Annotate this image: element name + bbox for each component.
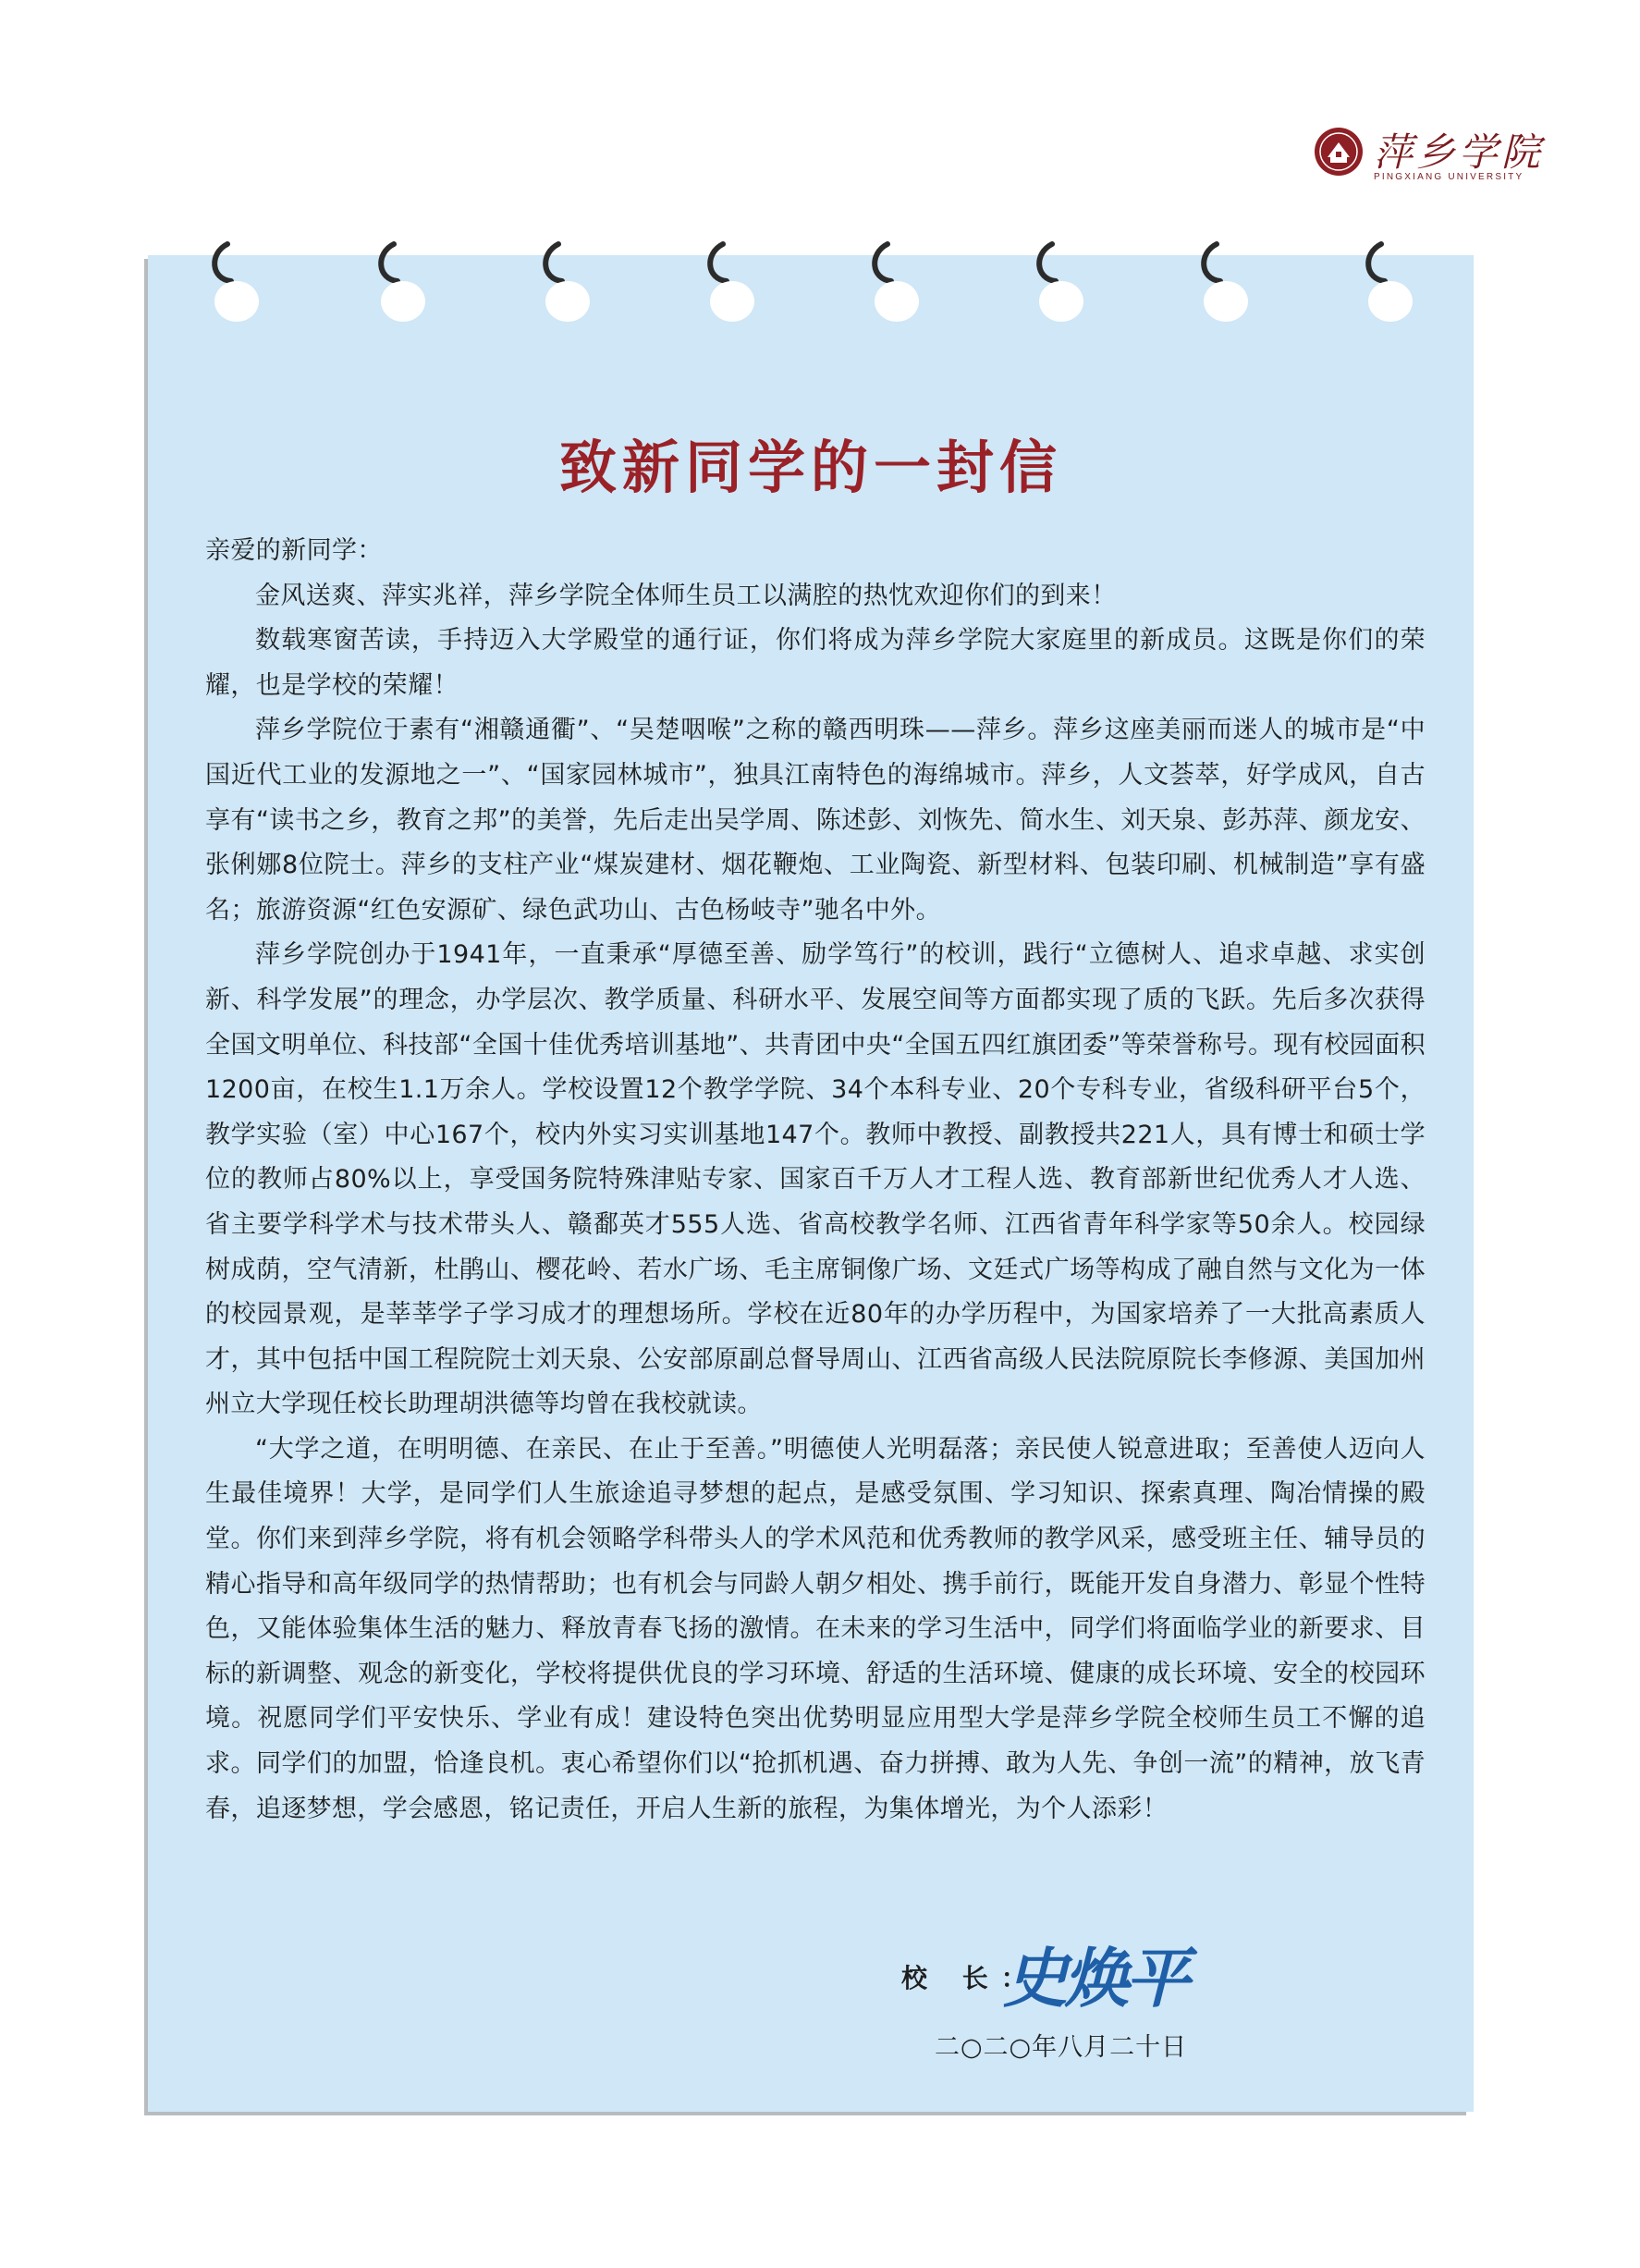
ring-hole-2 bbox=[381, 244, 425, 322]
letter-title: 致新同学的一封信 bbox=[558, 434, 1062, 501]
letter-paragraph-3: 萍乡学院位于素有“湘赣通衢”、“吴楚咽喉”之称的赣西明珠——萍乡。萍乡这座美丽而迷人的城市是“中国近代工业的发源地之一”、“国家园林城市”，独具江南特色的海绵城市。萍乡，人文荟萃，好学成风，自古享有“读书之乡，教育之邦”的美誉，先后走出吴学周、陈述彭、刘恢先、简水生、刘天泉、彭苏萍、颜龙安、张俐娜8位院士。萍乡的支柱产业“煤炭建材、烟花鞭炮、工业陶瓷、新型材料、包装印刷、机械制造”享有盛名；旅游资源“红色安源矿、绿色武功山、古色杨岐寺”驰名中外。 bbox=[205, 716, 1426, 925]
ring-hole-3 bbox=[545, 244, 590, 322]
notebook-rings bbox=[148, 237, 1474, 348]
letter-body bbox=[205, 529, 1426, 1832]
ring-hole-7 bbox=[1204, 244, 1248, 322]
letter-paragraph-1: 金风送爽、萍实兆祥，萍乡学院全体师生员工以满腔的热忱欢迎你们的到来！ bbox=[255, 581, 1117, 610]
signature-block bbox=[901, 1931, 1317, 2069]
president-label: 校 长： bbox=[901, 1963, 1040, 1993]
university-english-name: PINGXIANG UNIVERSITY bbox=[1374, 172, 1524, 182]
president-signature bbox=[997, 1931, 1219, 2023]
university-logo bbox=[1313, 122, 1544, 189]
university-name: 萍乡学院 bbox=[1374, 129, 1545, 175]
letter-paragraph-4: 萍乡学院创办于1941年，一直秉承“厚德至善、励学笃行”的校训，践行“立德树人、追求卓越、求实创新、科学发展”的理念，办学层次、教学质量、科研水平、发展空间等方面都实现了质的飞跃。先后多次获得全国文明单位、科技部“全国十佳优秀培训基地”、共青团中央“全国五四红旗团委”等荣誉称号。现有校园面积1200亩，在校生1.1万余人。学校设置12个教学学院、34个本科专业、20个专科专业，省级科研平台5个，教学实验（室）中心167个，校内外实习实训基地147个。教师中教授、副教授共221人，具有博士和硕士学位的教师占80%以上，享受国务院特殊津贴专家、国家百千万人才工程人选、教育部新世纪优秀人才人选、省主要学科学术与技术带头人、赣鄱英才555人选、省高校教学名师、江西省青年科学家等50余人。校园绿树成荫，空气清新，杜鹃山、樱花岭、若水广场、毛主席铜像广场、文廷式广场等构成了融自然与文化为一体的校园景观，是莘莘学子学习成才的理想场所。学校在近80年的办学历程中，为国家培养了一大批高素质人才，其中包括中国工程院院士刘天泉、公安部原副总督导周山、江西省高级人民法院原院长李修源、美国加州州立大学现任校长助理胡洪德等均曾在我校就读。 bbox=[205, 940, 1426, 1419]
letter-greeting: 亲爱的新同学： bbox=[205, 536, 383, 565]
ring-hole-6 bbox=[1039, 244, 1083, 322]
university-seal-icon bbox=[1313, 126, 1365, 178]
ring-hole-5 bbox=[875, 244, 919, 322]
letter-paper bbox=[148, 255, 1474, 2112]
letter-paragraph-5: “大学之道，在明明德、在亲民、在止于至善。”明德使人光明磊落；亲民使人锐意进取；至善使人迈向人生最佳境界！大学，是同学们人生旅途追寻梦想的起点，是感受氛围、学习知识、探索真理、陶冶情操的殿堂。你们来到萍乡学院，将有机会领略学科带头人的学术风范和优秀教师的教学风采，感受班主任、辅导员的精心指导和高年级同学的热情帮助；也有机会与同龄人朝夕相处、携手前行，既能开发自身潜力、彰显个性特色，又能体验集体生活的魅力、释放青春飞扬的激情。在未来的学习生活中，同学们将面临学业的新要求、目标的新调整、观念的新变化，学校将提供优良的学习环境、舒适的生活环境、健康的成长环境、安全的校园环境。祝愿同学们平安快乐、学业有成！建设特色突出优势明显应用型大学是萍乡学院全校师生员工不懈的追求。同学们的加盟，恰逢良机。衷心希望你们以“抢抓机遇、奋力拼搏、敢为人先、争创一流”的精神，放飞青春，追逐梦想，学会感恩，铭记责任，开启人生新的旅程，为集体增光，为个人添彩！ bbox=[205, 1434, 1426, 1823]
letter-date: 二○二○年八月二十日 bbox=[935, 2033, 1188, 2062]
ring-hole-1 bbox=[214, 244, 259, 322]
signature-text: 史焕平 bbox=[1003, 1940, 1186, 2017]
letter-paragraph-2: 数载寒窗苦读，手持迈入大学殿堂的通行证，你们将成为萍乡学院大家庭里的新成员。这既是你们的荣耀，也是学校的荣耀！ bbox=[205, 626, 1426, 700]
ring-hole-4 bbox=[710, 244, 754, 322]
ring-hole-8 bbox=[1368, 244, 1413, 322]
